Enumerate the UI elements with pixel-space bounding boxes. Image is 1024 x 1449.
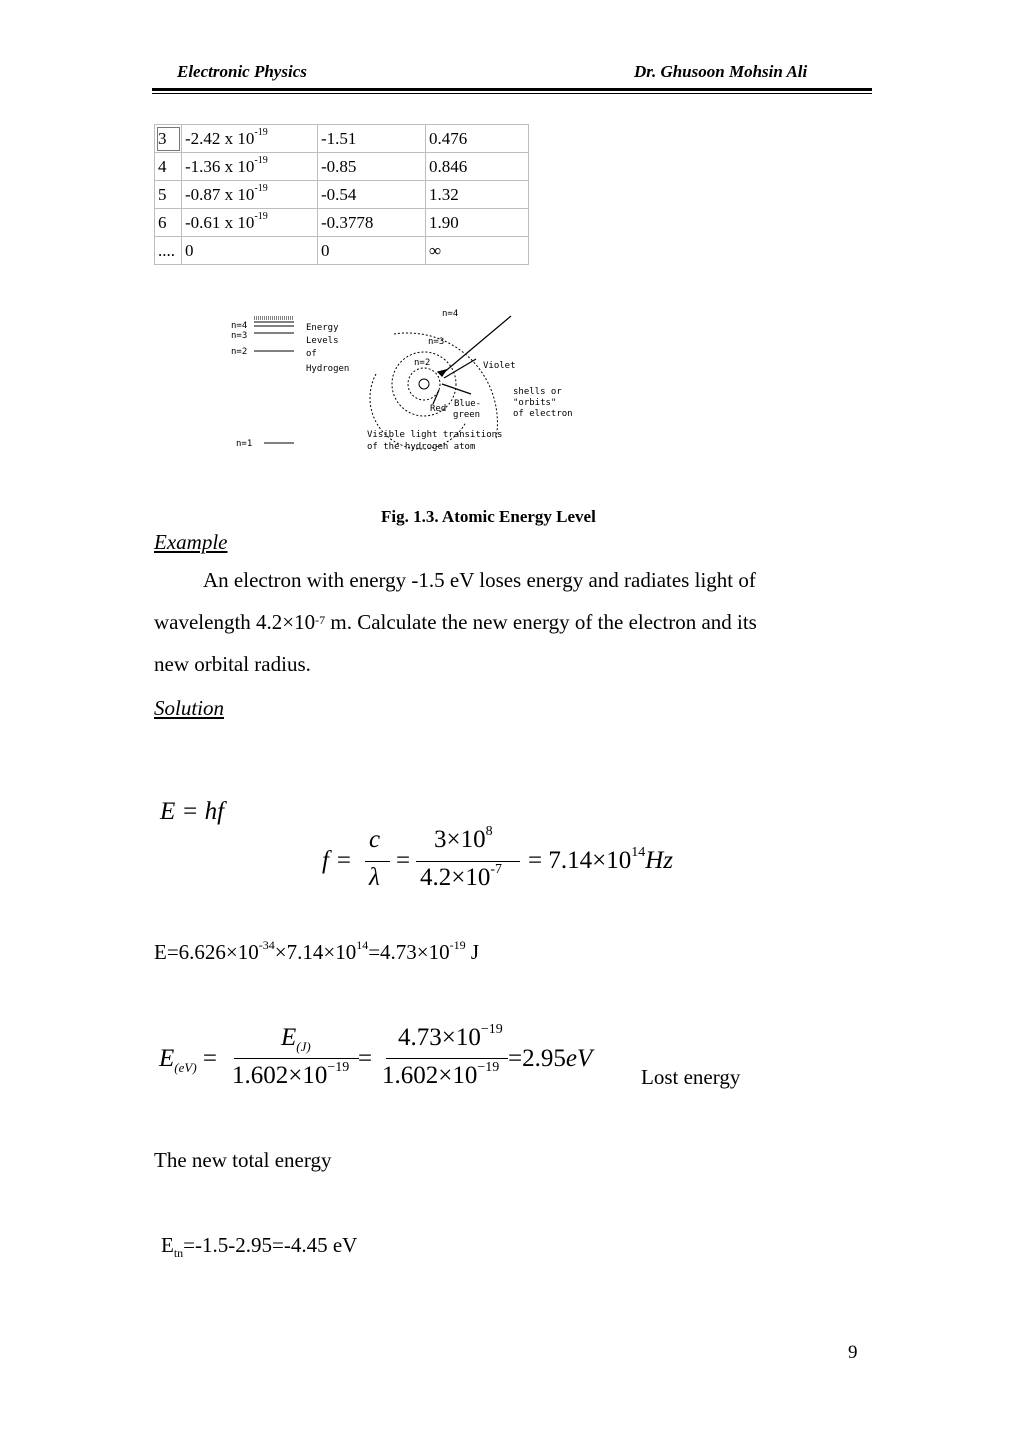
transition-blue-green: Blue- — [454, 399, 482, 409]
level-label-n4: n=4 — [231, 321, 248, 331]
ev-num2: $4.73\times 10^{-19}$ — [398, 1022, 503, 1051]
energy-calculation: $E=6.626\times 10^{-34}\times 7.14\times 10^{14}=4.73\times 10^{-19}$ J — [154, 938, 480, 964]
figure-caption: Fig. 1.3. Atomic Energy Level — [381, 507, 596, 526]
f-num2: $3\times 10^8$ — [434, 824, 493, 853]
table-cell: 5 — [155, 181, 182, 209]
table-cell: 0.476 — [426, 125, 529, 153]
level-label-n2: n=2 — [231, 347, 248, 357]
table-cell: -0.61 x $10^{-19}$ — [182, 209, 318, 237]
table-cell: 0 — [182, 237, 318, 265]
table-cell: -0.87 x $10^{-19}$ — [182, 181, 318, 209]
orbit-label-n2: n=2 — [414, 358, 431, 368]
figure-title-line: Levels — [306, 336, 339, 346]
table-cell: 6 — [155, 209, 182, 237]
solution-heading: Solution — [154, 696, 225, 720]
table-cell: 3 — [155, 125, 182, 153]
ev-result: =2.95eV — [508, 1045, 593, 1072]
f-den2: $4.2\times 10^{-7}$ — [420, 862, 503, 891]
table-row — [155, 153, 529, 181]
table-row — [155, 209, 529, 237]
header-rule-thin — [152, 93, 872, 94]
table-cell: 0 — [318, 237, 426, 265]
example-line-1: An electron with energy -1.5 eV loses energy and radiates light of — [203, 568, 756, 592]
figure-inner-caption: of the hydrogen atom — [367, 442, 476, 452]
table-cell: 4 — [155, 153, 182, 181]
table-cell: -2.42 x $10^{-19}$ — [182, 125, 318, 153]
fraction-bar — [386, 1058, 508, 1059]
ev-lhs: $E_{(eV)}$ = — [159, 1045, 218, 1075]
shells-label: shells or — [513, 387, 562, 397]
table-row — [155, 181, 529, 209]
f-eq: = — [396, 847, 411, 874]
equation-e-hf: E = hf — [160, 798, 225, 825]
table-cell: 1.90 — [426, 209, 529, 237]
energy-level-table — [154, 124, 529, 265]
figure-inner-caption: Visible light transitions — [367, 430, 503, 440]
table-cell: -0.85 — [318, 153, 426, 181]
example-line-2: wavelength $4.2\times 10^{-7}$ m. Calculate the new energy of the electron and its — [154, 610, 757, 634]
table-row — [155, 237, 529, 265]
header-left: Electronic Physics — [177, 62, 307, 81]
table-cell: 1.32 — [426, 181, 529, 209]
transition-blue-green-2: green — [453, 410, 481, 420]
orbit-label-n4: n=4 — [442, 309, 459, 319]
table-cell: .... — [155, 237, 182, 265]
table-cell: -0.3778 — [318, 209, 426, 237]
figure-title-line: Energy — [306, 323, 339, 333]
new-energy-result: $E_{tn}=-1.5-2.95=-4.45$ eV — [161, 1233, 358, 1261]
level-label-n1: n=1 — [236, 439, 253, 449]
fraction-bar — [416, 861, 520, 862]
transition-red: Red — [430, 404, 447, 414]
figure-title-line: of — [306, 349, 317, 359]
hydrogen-energy-figure — [226, 304, 573, 459]
table-cell: -1.51 — [318, 125, 426, 153]
shells-label: of electron — [513, 409, 573, 419]
energy-level-lines — [254, 317, 294, 443]
figure-title-line: Hydrogen — [306, 364, 350, 374]
header-rule — [152, 88, 872, 91]
header-right: Dr. Ghusoon Mohsin Ali — [634, 62, 808, 81]
lost-energy-label: Lost energy — [641, 1065, 741, 1089]
f-lhs: f = — [322, 847, 353, 874]
f-den1: λ — [369, 864, 380, 891]
transition-violet: Violet — [483, 361, 516, 371]
table-cell: -0.54 — [318, 181, 426, 209]
table-row — [155, 125, 529, 153]
f-num1: c — [369, 826, 381, 853]
new-total-energy-label: The new total energy — [154, 1148, 332, 1172]
example-line-3: new orbital radius. — [154, 652, 311, 676]
page-number: 9 — [848, 1342, 858, 1363]
ev-den1: $1.602\times 10^{-19}$ — [232, 1060, 350, 1089]
ev-eq: = — [358, 1045, 373, 1072]
table-cell: ∞ — [426, 237, 529, 265]
f-result: = $7.14\times 10^{14}Hz$ — [528, 845, 673, 874]
example-heading: Example — [154, 530, 228, 554]
fraction-bar — [365, 861, 390, 862]
shells-label: "orbits" — [513, 398, 557, 408]
ev-num1: $E_{(J)}$ — [281, 1024, 311, 1054]
ev-den2: $1.602\times 10^{-19}$ — [382, 1060, 500, 1089]
fraction-bar — [234, 1058, 359, 1059]
orbit-label-n3: n=3 — [428, 337, 445, 347]
level-label-n3: n=3 — [231, 331, 248, 341]
table-cell: 0.846 — [426, 153, 529, 181]
table-cell: -1.36 x $10^{-19}$ — [182, 153, 318, 181]
